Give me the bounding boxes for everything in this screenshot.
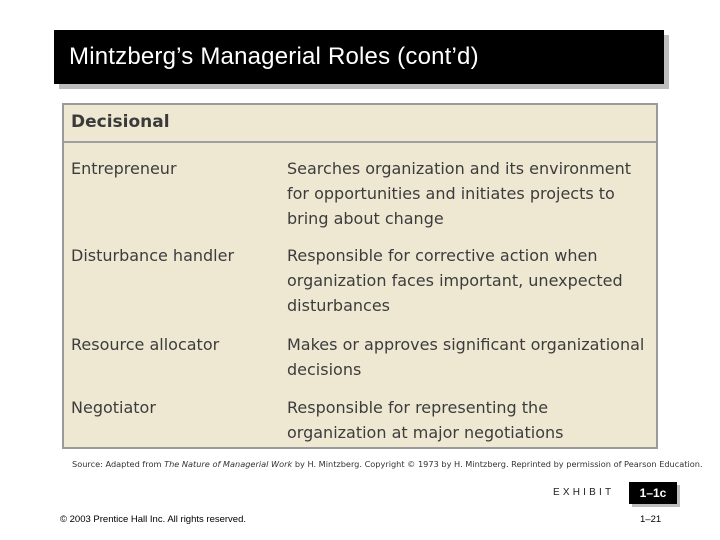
role-name: Entrepreneur	[71, 159, 177, 178]
role-name: Negotiator	[71, 398, 156, 417]
slide-title-bar	[54, 30, 664, 84]
role-description: Responsible for corrective action when organization faces important, unexpected disturbances	[287, 246, 623, 315]
source-book-title: The Nature of Managerial Work	[164, 459, 293, 469]
table-header-label: Decisional	[71, 112, 170, 132]
source-citation	[72, 459, 712, 469]
role-description: Searches organization and its environment for opportunities and initiates projects to bring about change	[287, 159, 632, 228]
exhibit-number-box	[629, 482, 677, 504]
source-prefix: Source: Adapted from	[72, 459, 165, 469]
role-name: Disturbance handler	[71, 246, 235, 265]
exhibit-label: EXHIBIT	[553, 487, 615, 498]
source-suffix: by H. Mintzberg. Copyright © 1973 by H. Mintzberg. Reprinted by permission of Pearson Education.	[292, 459, 703, 469]
role-name: Resource allocator	[71, 335, 220, 354]
role-description: Responsible for representing the organization at major negotiations	[287, 398, 564, 442]
footer-page-number: 1–21	[640, 514, 662, 525]
exhibit-number: 1–1c	[639, 486, 667, 500]
table-header	[64, 105, 656, 143]
decisional-roles-table	[62, 103, 658, 449]
slide-title: Mintzberg’s Managerial Roles (cont’d)	[69, 43, 479, 70]
footer-copyright: © 2003 Prentice Hall Inc. All rights reserved.	[60, 514, 247, 525]
role-description: Makes or approves significant organizational decisions	[287, 335, 645, 379]
